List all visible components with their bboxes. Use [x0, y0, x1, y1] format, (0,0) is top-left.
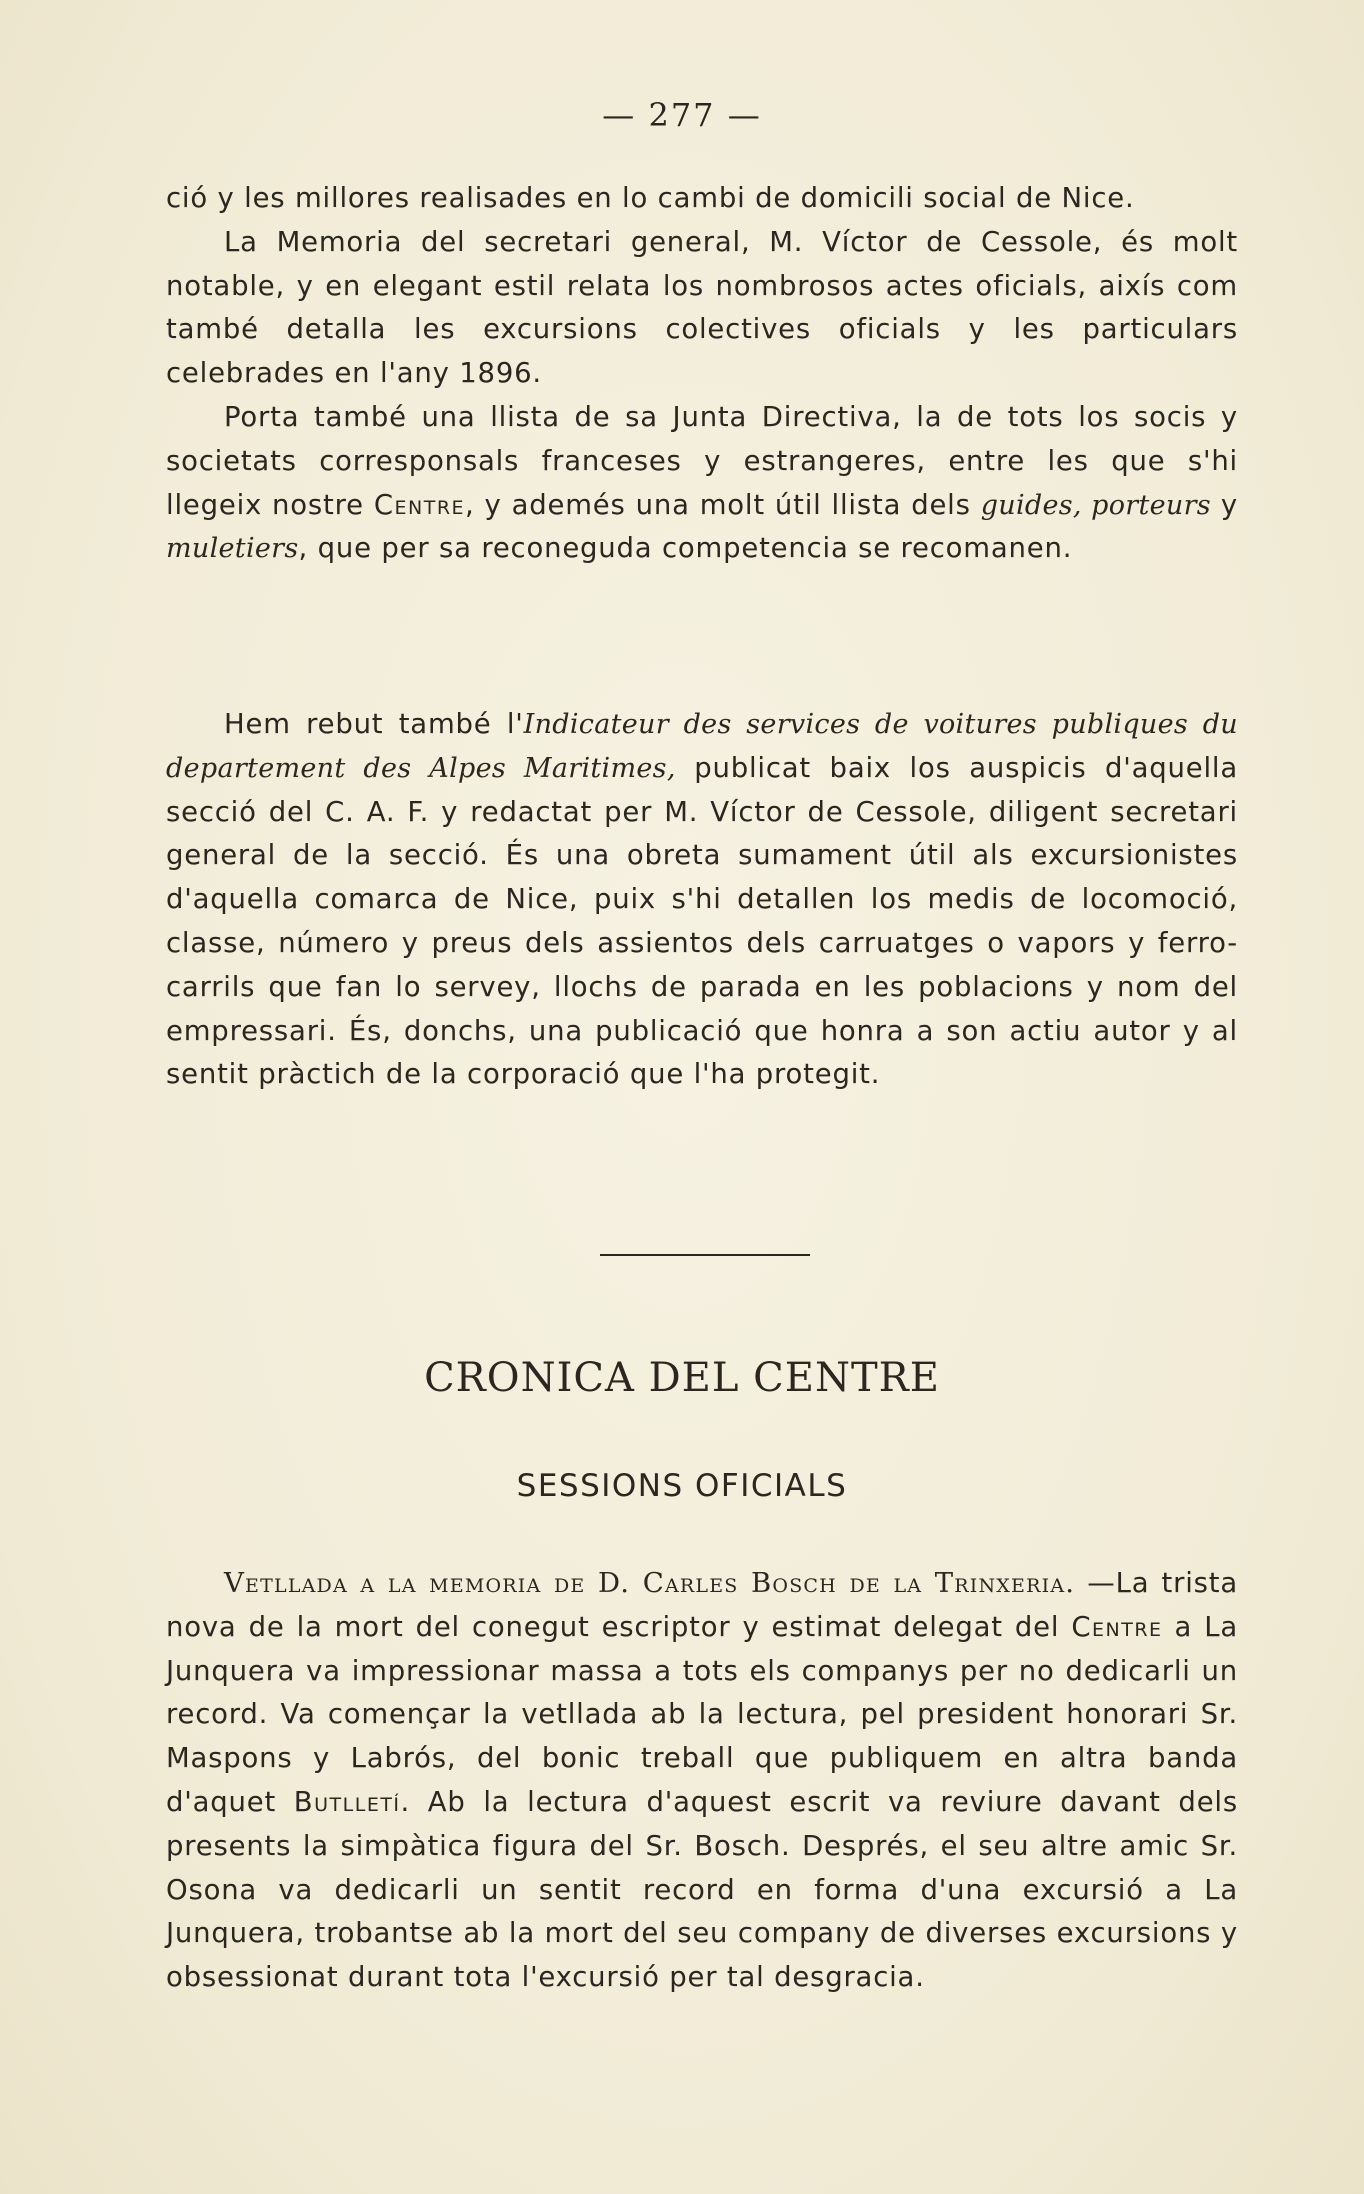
sessions-subheading: SESSIONS OFICIALS [516, 1468, 848, 1504]
paragraph [166, 221, 1238, 396]
small-caps-text: Centre [1071, 1610, 1163, 1643]
paragraph [166, 1562, 1238, 2000]
paragraph-text: publicat baix los auspicis d'aquella secció del C. A. F. y redactat per M. Víctor de Cessole, diligent secretari general de la secció. És una obreta sumament útil als excursionistes d'aquella comarca de Nice, puix s'hi detallen los medis de locomoció, classe, número y preus dels assientos dels carruatges o vapors y ferro-carrils que fan lo servey, llochs de parada en les poblacions y nom del empressari. És, donchs, una publicació que honra a son actiu autor y al sentit pràctich de la corporació que l'ha protegit. [166, 751, 1238, 1091]
sessions-section [166, 1562, 1238, 2000]
paragraph-text: y [1210, 488, 1238, 521]
paragraph-text: , que per sa reconeguda competencia se recomanen. [298, 532, 1073, 565]
paragraph-text: La Memoria del secretari general, M. Víctor de Cessole, és molt notable, y en elegant estil relata los nombrosos actes oficials, aixís com també detalla les excursions colectives oficials y les particulars celebrades en l'any 1896. [166, 225, 1238, 390]
paragraph [166, 177, 1238, 221]
small-caps-text: Butlletí [293, 1785, 401, 1818]
paragraph-text: Hem rebut també l' [224, 708, 524, 740]
small-caps-text: Centre [373, 488, 466, 521]
italic-text: muletiers [166, 533, 299, 565]
italic-text: guides, porteurs [980, 489, 1211, 521]
section-divider [600, 1254, 810, 1256]
page-number: — 277 — [602, 96, 762, 134]
paragraph [166, 703, 1238, 1097]
paragraph [166, 396, 1238, 571]
paragraph-text: a La Junquera va impressionar massa a tots els companys per no dedicarli un record. Va començar la vetllada ab la lectura, pel president honorari Sr. Maspons y Labrós, del bonic treball que publiquem en altra banda d'aquet [166, 1610, 1238, 1818]
paragraph-text: Porta també una llista de sa Junta Directiva, la de tots los socis y societats corresponsals franceses y estrangeres, entre les que s'hi llegeix nostre [166, 400, 1238, 521]
indicateur-section [166, 703, 1238, 1097]
paragraph-text: ció y les millores realisades en lo cambi de domicili social de Nice. [166, 182, 1135, 214]
paragraph-text: —La trista nova de la mort del conegut escriptor y estimat delegat del [166, 1567, 1238, 1643]
paragraph-text: , y ademés una molt útil llista dels [465, 488, 981, 521]
session-title: Vetllada a la memoria de D. Carles Bosch de la Trinxeria. [224, 1567, 1076, 1599]
review-section [166, 177, 1238, 571]
italic-text: Indicateur des services de voitures publiques du departement des Alpes Maritimes, [166, 709, 1238, 784]
chronicle-heading: CRONICA DEL CENTRE [424, 1355, 940, 1401]
paragraph-text: . Ab la lectura d'aquest escrit va reviure davant dels presents la simpàtica figura del Sr. Bosch. Després, el seu altre amic Sr. Osona va dedicarli un sentit record en forma d'una excursió a La Junquera, trobantse ab la mort del seu company de diverses excursions y obsessionat durant tota l'excursió per tal desgracia. [166, 1785, 1238, 1994]
